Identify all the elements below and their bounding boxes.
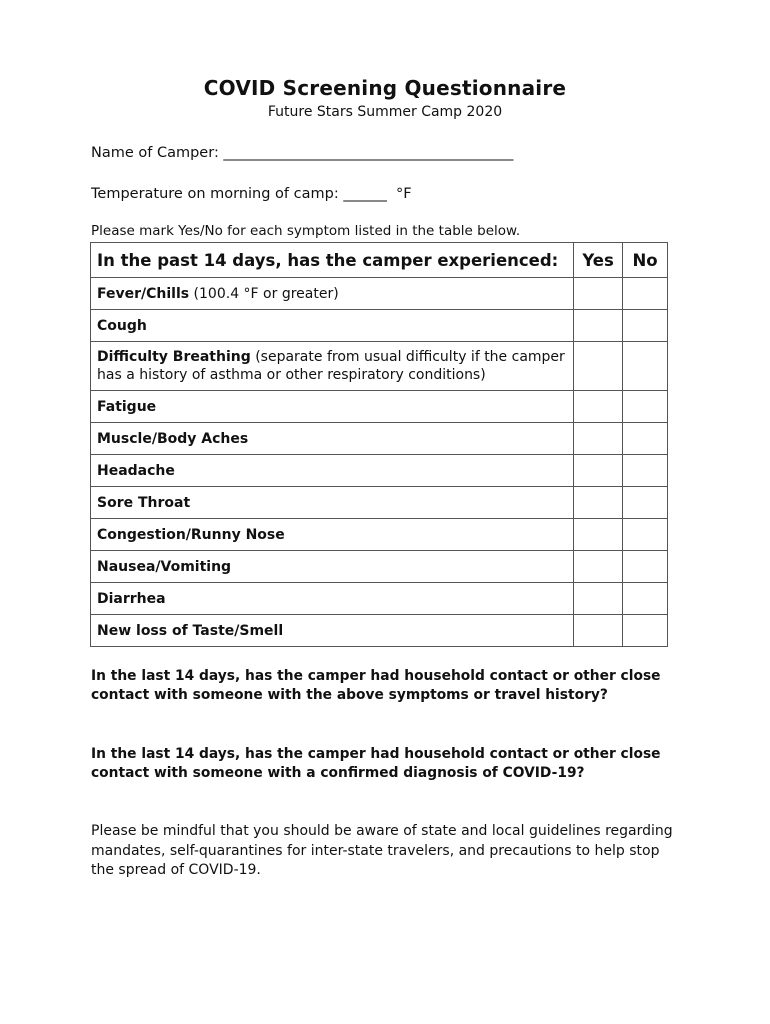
symptom-name: Sore Throat	[97, 494, 191, 511]
table-row	[91, 487, 668, 519]
question-symptom-contact: In the last 14 days, has the camper had household contact or other close contact with someone with the above symptoms or travel history?	[91, 668, 661, 703]
yes-checkbox[interactable]	[574, 487, 623, 519]
yes-checkbox[interactable]	[574, 391, 623, 423]
no-checkbox[interactable]	[623, 278, 668, 310]
guidelines-note: Please be mindful that you should be aware of state and local guidelines regarding mandates, self-quarantines for inter-state travelers, and precautions to help stop the spread of COVID-19.	[91, 823, 673, 878]
symptom-name: Nausea/Vomiting	[97, 558, 232, 575]
symptom-table	[90, 242, 668, 647]
yes-checkbox[interactable]	[574, 310, 623, 342]
symptom-name: Muscle/Body Aches	[97, 430, 249, 447]
no-checkbox[interactable]	[623, 551, 668, 583]
symptom-cell	[91, 342, 574, 391]
table-row	[91, 583, 668, 615]
symptom-name: Fever/Chills	[97, 285, 190, 302]
table-row	[91, 310, 668, 342]
symptom-name: Congestion/Runny Nose	[97, 526, 285, 543]
no-checkbox[interactable]	[623, 342, 668, 391]
table-row	[91, 615, 668, 647]
table-row	[91, 391, 668, 423]
symptom-table-heading: In the past 14 days, has the camper experienced:	[91, 243, 574, 278]
no-checkbox[interactable]	[623, 583, 668, 615]
page-subtitle: Future Stars Summer Camp 2020	[267, 104, 503, 120]
table-row	[91, 278, 668, 310]
symptom-detail: (100.4 °F or greater)	[189, 285, 339, 302]
yes-checkbox[interactable]	[574, 423, 623, 455]
no-checkbox[interactable]	[623, 455, 668, 487]
no-checkbox[interactable]	[623, 487, 668, 519]
symptom-cell	[91, 583, 574, 615]
yes-checkbox[interactable]	[574, 519, 623, 551]
no-checkbox[interactable]	[623, 423, 668, 455]
yes-checkbox[interactable]	[574, 615, 623, 647]
symptom-cell	[91, 487, 574, 519]
instructions-text: Please mark Yes/No for each symptom listed in the table below.	[91, 223, 521, 239]
yes-checkbox[interactable]	[574, 583, 623, 615]
question-covid-contact: In the last 14 days, has the camper had household contact or other close contact with someone with a confirmed diagnosis of COVID-19?	[91, 746, 661, 781]
symptom-cell	[91, 310, 574, 342]
symptom-table-header	[91, 243, 668, 278]
yes-checkbox[interactable]	[574, 455, 623, 487]
symptom-cell	[91, 519, 574, 551]
symptom-cell	[91, 391, 574, 423]
symptom-cell	[91, 455, 574, 487]
no-checkbox[interactable]	[623, 391, 668, 423]
symptom-name: Difficulty Breathing	[97, 349, 251, 365]
table-row	[91, 423, 668, 455]
yes-checkbox[interactable]	[574, 278, 623, 310]
symptom-cell	[91, 423, 574, 455]
symptom-cell	[91, 615, 574, 647]
no-checkbox[interactable]	[623, 615, 668, 647]
symptom-cell	[91, 551, 574, 583]
symptom-name: New loss of Taste/Smell	[97, 622, 284, 639]
symptom-name: Fatigue	[97, 398, 157, 415]
symptom-name: Cough	[97, 317, 147, 334]
table-row	[91, 551, 668, 583]
yes-checkbox[interactable]	[574, 551, 623, 583]
table-row	[91, 455, 668, 487]
symptom-detail: (separate from usual difficulty if the camper has a history of asthma or other respiratory conditions)	[97, 349, 565, 383]
page-title: COVID Screening Questionnaire	[203, 76, 567, 100]
no-checkbox[interactable]	[623, 310, 668, 342]
no-column-header: No	[623, 243, 668, 278]
symptom-name: Headache	[97, 462, 175, 479]
temperature-field[interactable]: Temperature on morning of camp: ______ °F	[91, 186, 412, 202]
yes-checkbox[interactable]	[574, 342, 623, 391]
camper-name-field[interactable]: Name of Camper: ________________________________________	[91, 145, 514, 161]
table-row	[91, 342, 668, 391]
table-row	[91, 519, 668, 551]
symptom-name: Diarrhea	[97, 590, 166, 607]
symptom-cell	[91, 278, 574, 310]
yes-column-header: Yes	[574, 243, 623, 278]
no-checkbox[interactable]	[623, 519, 668, 551]
